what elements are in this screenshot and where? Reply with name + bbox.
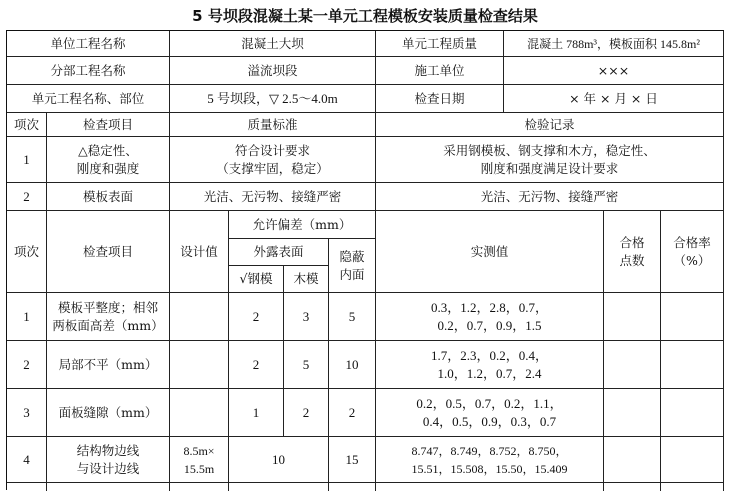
dev-row-seq: 1	[7, 293, 47, 341]
dev-row-seq: 4	[7, 437, 47, 483]
dev-row-measured: 8.747，8.749，8.752，8.750， 15.51，15.508，15.50，15.409	[376, 437, 604, 483]
dev-row-wood: 3	[284, 293, 329, 341]
dev-header-design: 设计值	[170, 211, 229, 293]
cutoff-cell	[229, 483, 329, 491]
dev-header-item: 检查项目	[47, 211, 170, 293]
cutoff-cell	[47, 483, 170, 491]
main-row-item: △稳定性、 刚度和强度	[47, 137, 170, 183]
main-row-item: 模板表面	[47, 183, 170, 211]
unit-project-label: 单位工程名称	[7, 31, 170, 57]
sub-project-value: 溢流坝段	[170, 57, 376, 85]
main-row-standard: 光洁、无污物、接缝严密	[170, 183, 376, 211]
dev-row-pass-points	[604, 293, 661, 341]
dev-row-steel: 1	[229, 389, 284, 437]
dev-row-pass-rate	[661, 293, 724, 341]
dev-row-pass-rate	[661, 389, 724, 437]
dev-row-steel: 2	[229, 293, 284, 341]
dev-row-measured: 1.7，2.3，0.2，0.4， 1.0，1.2，0.7，2.4	[376, 341, 604, 389]
dev-row-measured: 0.3，1.2，2.8，0.7， 0.2，0.7，0.9，1.5	[376, 293, 604, 341]
dev-header-steel: √钢模	[229, 266, 284, 293]
header-standard: 质量标准	[170, 113, 376, 137]
cutoff-cell	[170, 483, 229, 491]
element-value: 5 号坝段，▽ 2.5～4.0m	[170, 85, 376, 113]
dev-row-measured: 0.2，0.5，0.7，0.2，1.1， 0.4，0.5，0.9，0.3，0.7	[376, 389, 604, 437]
dev-header-seq: 项次	[7, 211, 47, 293]
dev-row-steel: 2	[229, 341, 284, 389]
dev-row-pass-points	[604, 437, 661, 483]
cutoff-cell	[661, 483, 724, 491]
header-item: 检查项目	[47, 113, 170, 137]
dev-row-pass-points	[604, 341, 661, 389]
main-row-seq: 2	[7, 183, 47, 211]
dev-header-pass-rate: 合格率 （%）	[661, 211, 724, 293]
sub-project-label: 分部工程名称	[7, 57, 170, 85]
document-title: 5 号坝段混凝土某一单元工程模板安装质量检查结果	[192, 7, 538, 25]
dev-header-exposed: 外露表面	[229, 239, 329, 266]
dev-row-design	[170, 293, 229, 341]
cutoff-cell	[376, 483, 604, 491]
dev-row-item: 局部不平（mm）	[47, 341, 170, 389]
dev-header-wood: 木模	[284, 266, 329, 293]
cutoff-cell	[604, 483, 661, 491]
dev-row-item: 结构物边线 与设计边线	[47, 437, 170, 483]
dev-row-item: 模板平整度；相邻 两板面高差（mm）	[47, 293, 170, 341]
dev-header-pass-points: 合格 点数	[604, 211, 661, 293]
dev-row-seq: 2	[7, 341, 47, 389]
contractor-value: ×××	[504, 57, 724, 85]
cutoff-cell	[329, 483, 376, 491]
unit-project-value: 混凝土大坝	[170, 31, 376, 57]
dev-row-hidden: 5	[329, 293, 376, 341]
cutoff-cell	[7, 483, 47, 491]
dev-row-design	[170, 389, 229, 437]
date-value: × 年 × 月 × 日	[504, 85, 724, 113]
date-label: 检查日期	[376, 85, 504, 113]
dev-row-design	[170, 341, 229, 389]
dev-row-seq: 3	[7, 389, 47, 437]
dev-header-measured: 实测值	[376, 211, 604, 293]
main-row-seq: 1	[7, 137, 47, 183]
main-row-record: 光洁、无污物、接缝严密	[376, 183, 724, 211]
dev-row-design: 8.5m× 15.5m	[170, 437, 229, 483]
dev-row-hidden: 2	[329, 389, 376, 437]
unit-quality-label: 单元工程质量	[376, 31, 504, 57]
unit-quality-value: 混凝土 788m³，模板面积 145.8m²	[504, 31, 724, 57]
dev-row-hidden: 10	[329, 341, 376, 389]
dev-row-pass-points	[604, 389, 661, 437]
dev-header-hidden: 隐蔽 内面	[329, 239, 376, 293]
dev-row-pass-rate	[661, 341, 724, 389]
dev-row-item: 面板缝隙（mm）	[47, 389, 170, 437]
dev-row-pass-rate	[661, 437, 724, 483]
contractor-label: 施工单位	[376, 57, 504, 85]
inspection-table	[6, 30, 724, 490]
main-row-record: 采用钢模板、钢支撑和木方，稳定性、 刚度和强度满足设计要求	[376, 137, 724, 183]
element-label: 单元工程名称、部位	[7, 85, 170, 113]
dev-row-hidden: 15	[329, 437, 376, 483]
dev-header-allowed: 允许偏差（mm）	[229, 211, 376, 239]
header-record: 检验记录	[376, 113, 724, 137]
dev-row-wood: 2	[284, 389, 329, 437]
header-seq: 项次	[7, 113, 47, 137]
dev-row-exposed-merged: 10	[229, 437, 329, 483]
main-row-standard: 符合设计要求 （支撑牢固，稳定）	[170, 137, 376, 183]
dev-row-wood: 5	[284, 341, 329, 389]
